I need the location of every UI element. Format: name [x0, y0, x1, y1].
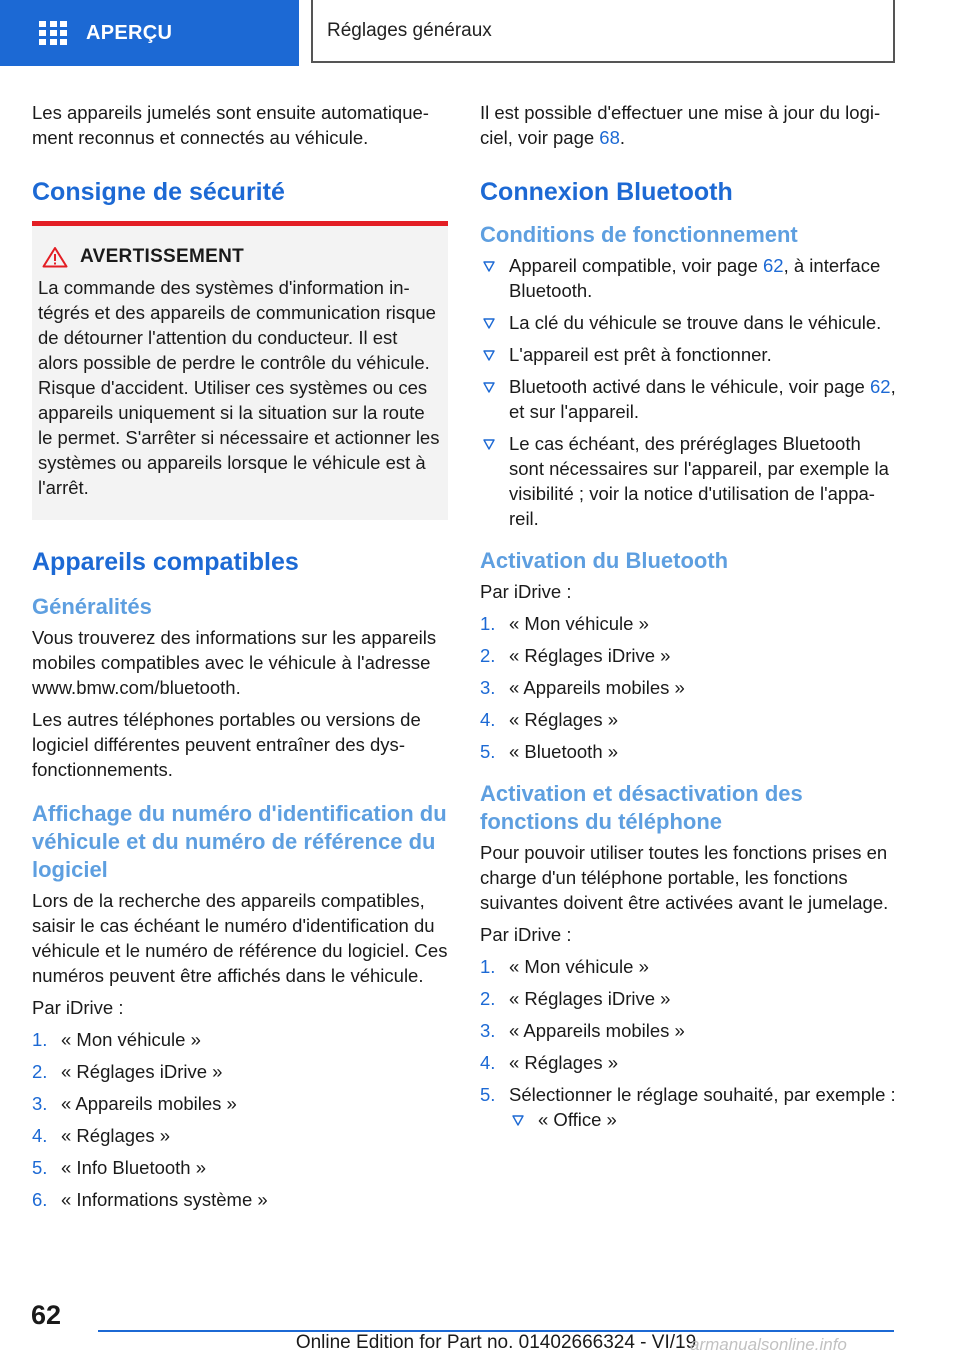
step-number: 4.	[480, 1052, 496, 1073]
condition-text-end: , à interface Bluetooth.	[509, 255, 881, 301]
vin-steps-list	[32, 1027, 448, 1212]
sub-item-text: « Office »	[538, 1109, 617, 1130]
list-item	[32, 1027, 448, 1052]
condition-text-end: , et sur l'appareil.	[509, 376, 896, 422]
bluetooth-heading: Connexion Bluetooth	[480, 178, 733, 206]
activation-paragraph: Par iDrive :	[480, 581, 572, 602]
step-text: « Mon véhicule »	[509, 613, 649, 634]
step-text: « Réglages iDrive »	[509, 988, 671, 1009]
right-column	[480, 100, 896, 1142]
phone-functions-steps-list	[480, 954, 896, 1132]
general-paragraph-2: Les autres téléphones portables ou versions de logiciel différentes peuvent entraîner des dysfonctionnements.	[32, 709, 421, 780]
step-text: « Informations système »	[61, 1189, 268, 1210]
overview-tab[interactable]	[0, 0, 299, 66]
safety-heading: Consigne de sécurité	[32, 178, 285, 206]
step-number: 3.	[480, 1020, 496, 1041]
list-item	[480, 1050, 896, 1075]
step-number: 5.	[480, 741, 496, 762]
activation-steps-list	[480, 611, 896, 764]
activation-heading: Activation du Bluetooth	[480, 548, 729, 573]
step-number: 1.	[480, 956, 496, 977]
sub-list	[509, 1107, 896, 1132]
step-text: « Réglages iDrive »	[509, 645, 671, 666]
list-item	[480, 374, 896, 424]
list-item	[509, 1107, 896, 1132]
step-number: 1.	[32, 1029, 48, 1050]
condition-text: Le cas échéant, des préréglages Bluetooth sont nécessaires sur l'appareil, par exemple la visibilité ; voir la notice d'utilisation de l'appareil.	[509, 433, 889, 529]
step-text: « Réglages »	[509, 709, 619, 730]
step-text: « Réglages »	[61, 1125, 171, 1146]
phone-functions-paragraph-2: Par iDrive :	[480, 924, 572, 945]
general-paragraph-1: Vous trouverez des informations sur les appareils mobiles compatibles avec le véhicule à l'adresse www.bmw.com/bluetooth.	[32, 627, 437, 698]
update-text-end: .	[619, 127, 626, 148]
step-text: Sélectionner le réglage souhaité, par exemple :	[509, 1084, 896, 1105]
list-item	[32, 1059, 448, 1084]
step-number: 2.	[480, 645, 496, 666]
condition-text: Appareil compatible, voir page	[509, 255, 764, 276]
left-column	[32, 100, 448, 1222]
triangle-bullet-icon	[483, 350, 495, 361]
page-number: 62	[31, 1300, 62, 1330]
watermark: armanualsonline.info	[690, 1335, 847, 1354]
conditions-list	[480, 253, 896, 531]
triangle-bullet-icon	[483, 318, 495, 329]
update-paragraph	[480, 100, 896, 150]
step-text: « Info Bluetooth »	[61, 1157, 207, 1178]
warning-title: AVERTISSEMENT	[80, 246, 245, 267]
phone-functions-paragraph-1: Pour pouvoir utiliser toutes les fonctions prises en charge d'un téléphone portable, les fonctions suivantes doivent être activées avant le jumelage.	[480, 842, 889, 913]
step-number: 4.	[480, 709, 496, 730]
list-item	[480, 611, 896, 636]
list-item	[480, 675, 896, 700]
overview-tab-label: APERÇU	[86, 21, 173, 44]
list-item	[480, 342, 896, 367]
warning-box	[32, 221, 448, 520]
step-number: 5.	[480, 1084, 496, 1105]
list-item	[480, 1018, 896, 1043]
step-number: 3.	[32, 1093, 48, 1114]
vin-heading: Affichage du numéro d'identification du véhicule et du numéro de référence du logiciel	[32, 801, 447, 882]
step-text: « Appareils mobiles »	[61, 1093, 237, 1114]
phone-functions-heading: Activation et désactivation des fonctions du téléphone	[480, 781, 803, 834]
step-number: 2.	[480, 988, 496, 1009]
page-link-68[interactable]: 68	[599, 127, 620, 148]
warning-body: La commande des systèmes d'information intégrés et des appareils de communication risque de détourner l'attention du conducteur. Il est alors possible de perdre le contrôle du véhicule. Risque d'accident. Utiliser ces systèmes ou ces appareils uniquement si la situation sur la route le permet. S'arrêter si nécessaire et actionner les systèmes ou appareils lorsque le véhicule est à l'arrêt.	[38, 277, 440, 498]
list-item	[480, 310, 896, 335]
section-title: Réglages généraux	[327, 19, 492, 41]
page-link[interactable]: 62	[869, 376, 891, 397]
step-number: 1.	[480, 613, 496, 634]
condition-text: La clé du véhicule se trouve dans le véhicule.	[509, 312, 882, 333]
compatible-devices-heading: Appareils compatibles	[32, 548, 299, 576]
conditions-heading: Conditions de fonctionnement	[480, 222, 798, 247]
step-number: 2.	[32, 1061, 48, 1082]
step-text: « Réglages »	[509, 1052, 619, 1073]
step-text: « Bluetooth »	[509, 741, 619, 762]
list-item	[480, 1082, 896, 1132]
section-header	[311, 0, 895, 63]
triangle-bullet-icon	[483, 382, 495, 393]
condition-text: L'appareil est prêt à fonctionner.	[509, 344, 772, 365]
vin-paragraph-1: Lors de la recherche des appareils compatibles, saisir le cas échéant le numéro d'identification du véhicule et le numéro de référence du logiciel. Ces numéros peuvent être affichés dans le véhicule.	[32, 890, 448, 986]
warning-triangle-icon	[42, 246, 68, 268]
step-number: 4.	[32, 1125, 48, 1146]
intro-paragraph: Les appareils jumelés sont ensuite automatiquement reconnus et connectés au véhicule.	[32, 102, 429, 148]
step-text: « Appareils mobiles »	[509, 677, 685, 698]
list-item	[480, 986, 896, 1011]
step-text: « Appareils mobiles »	[509, 1020, 685, 1041]
step-text: « Réglages iDrive »	[61, 1061, 223, 1082]
list-item	[32, 1155, 448, 1180]
triangle-bullet-icon	[512, 1115, 524, 1126]
list-item	[32, 1187, 448, 1212]
list-item	[32, 1091, 448, 1116]
list-item	[480, 431, 896, 531]
list-item	[480, 253, 896, 303]
general-heading: Généralités	[32, 594, 152, 619]
list-item	[480, 739, 896, 764]
step-number: 3.	[480, 677, 496, 698]
warning-header	[38, 244, 440, 269]
condition-text: Bluetooth activé dans le véhicule, voir page	[509, 376, 870, 397]
step-text: « Mon véhicule »	[61, 1029, 201, 1050]
footer-edition: Online Edition for Part no. 01402666324 - VI/19	[295, 1332, 697, 1353]
vin-paragraph-2: Par iDrive :	[32, 997, 124, 1018]
step-number: 6.	[32, 1189, 48, 1210]
triangle-bullet-icon	[483, 261, 495, 272]
page-link[interactable]: 62	[763, 255, 784, 276]
list-item	[480, 954, 896, 979]
list-item	[480, 707, 896, 732]
list-item	[480, 643, 896, 668]
step-number: 5.	[32, 1157, 48, 1178]
step-text: « Mon véhicule »	[509, 956, 649, 977]
update-text: Il est possible d'effectuer une mise à jour du logiciel, voir page	[480, 102, 881, 148]
grid-menu-icon	[39, 21, 67, 45]
triangle-bullet-icon	[483, 439, 495, 450]
list-item	[32, 1123, 448, 1148]
